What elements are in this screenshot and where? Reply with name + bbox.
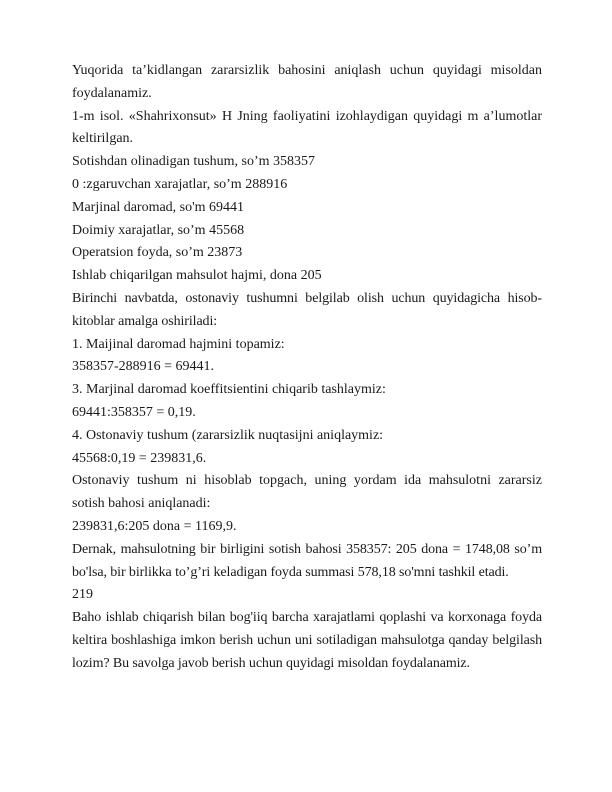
data-line-fixed-costs: Doimiy xarajatlar, so’m 45568 bbox=[72, 222, 245, 238]
data-line-marginal-income: Marjinal daromad, so'm 69441 bbox=[72, 199, 245, 215]
step-4-formula: 45568:0,19 = 239831,6. bbox=[72, 450, 207, 466]
page-number: 219 bbox=[72, 587, 93, 603]
step-1-heading: 1. Maijinal daromad hajmini topamiz: bbox=[72, 336, 285, 352]
threshold-paragraph: Ostonaviy tushum ni hisoblab topgach, uning yordam ida mahsulotni zararsiz sotish bahosi aniqlanadi: bbox=[72, 473, 542, 512]
data-line-production-volume: Ishlab chiqarilgan mahsulot hajmi, dona 205 bbox=[72, 268, 322, 284]
data-line-variable-costs: 0 :zgaruvchan xarajatlar, so’m 288916 bbox=[72, 176, 288, 192]
pricing-question-paragraph: Baho ishlab chiqarish bilan bog'iiq barcha xarajatlami qoplashi va korxonaga foyda keltira boshlashiga imkon berish uchun uni sotiladigan mahsulotga qanday belgilash lozim? Bu savolga javob berish uchun quyidagi misoldan foydalanamiz. bbox=[72, 610, 542, 671]
step-4-heading: 4. Ostonaviy tushum (zararsizlik nuqtasijni aniqlaymiz: bbox=[72, 427, 384, 443]
step-3-formula: 69441:358357 = 0,19. bbox=[72, 404, 196, 420]
data-line-revenue: Sotishdan olinadigan tushum, so’m 358357 bbox=[72, 154, 316, 170]
intro-paragraph: Yuqorida ta’kidlangan zararsizlik bahosini aniqlash uchun quyidagi misoldan foydalanamiz. bbox=[72, 63, 542, 101]
example-paragraph: 1-m isol. «Shahrixonsut» H Jning faoliyatini izohlaydigan quyidagi m a’lumotlar keltirilgan. bbox=[72, 108, 542, 147]
calculation-intro-paragraph: Birinchi navbatda, ostonaviy tushumni belgilab olish uchun quyidagicha hisob-kitoblar amalga oshiriladi: bbox=[72, 290, 542, 329]
unit-price-formula: 239831,6:205 dona = 1169,9. bbox=[72, 518, 237, 534]
document-page bbox=[72, 60, 542, 676]
step-3-heading: 3. Marjinal daromad koeffitsientini chiqarib tashlaymiz: bbox=[72, 382, 386, 398]
data-line-operating-profit: Operatsion foyda, so’m 23873 bbox=[72, 245, 243, 261]
step-1-formula: 358357-288916 = 69441. bbox=[72, 359, 215, 375]
conclusion-paragraph: Dernak, mahsulotning bir birligini sotish bahosi 358357: 205 dona = 1748,08 so’m bo'lsa, bir birlikka to’g’ri keladigan foyda summasi 578,18 so'mni tashkil etadi. bbox=[72, 541, 542, 580]
